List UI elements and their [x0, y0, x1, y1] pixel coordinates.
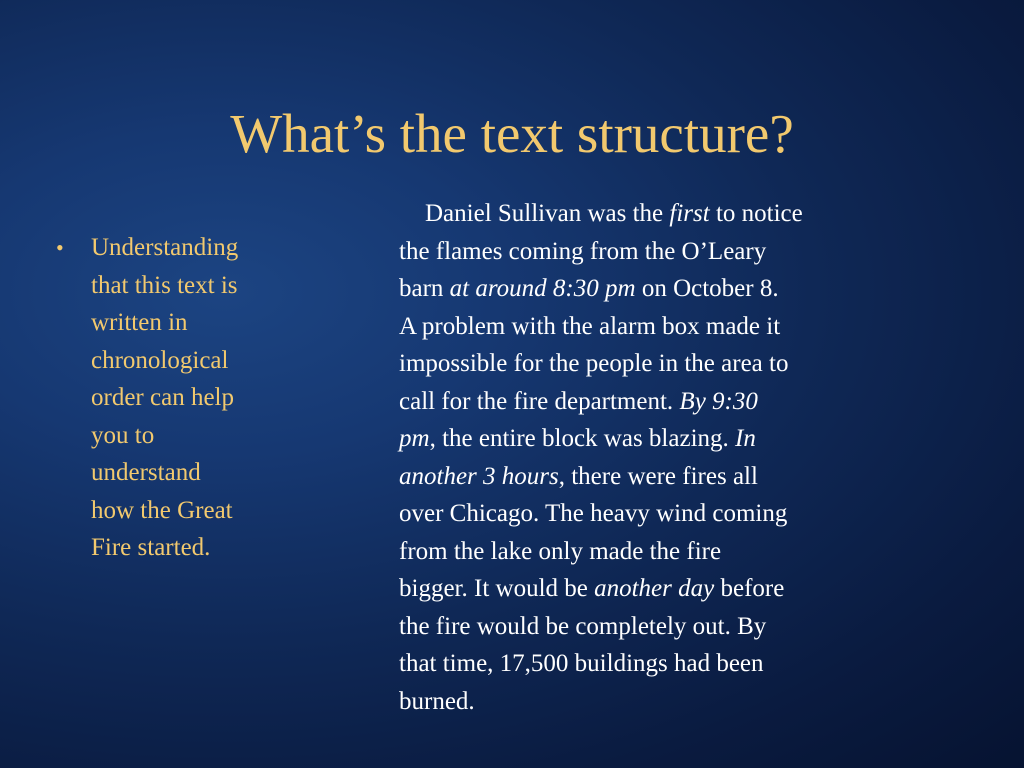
- bullet-line: how the Great: [91, 496, 233, 524]
- paragraph-line: that time, 17,500 buildings had been: [399, 650, 764, 677]
- bullet-line: understand: [91, 459, 201, 486]
- paragraph-line: the flames coming from the O’Leary: [399, 237, 767, 265]
- paragraph-line: over Chicago. The heavy wind coming: [399, 500, 788, 527]
- bullet-item: [56, 229, 328, 567]
- paragraph-line: [399, 458, 989, 496]
- paragraph-line: [399, 270, 989, 308]
- paragraph-emphasis: another 3 hours: [399, 462, 559, 490]
- paragraph-text: to notice: [709, 200, 803, 227]
- paragraph-line: A problem with the alarm box made it: [399, 312, 781, 340]
- paragraph-text: barn: [399, 275, 450, 302]
- bullet-list: [56, 229, 328, 567]
- paragraph-emphasis: another day: [594, 575, 715, 602]
- paragraph-line: [399, 195, 989, 233]
- paragraph-text: call for the fire department.: [399, 387, 680, 415]
- paragraph-text: , there were fires all: [558, 462, 758, 490]
- paragraph-emphasis: at around 8:30 pm: [449, 275, 636, 302]
- story-paragraph: [399, 195, 989, 720]
- paragraph-line: [399, 570, 989, 608]
- paragraph-emphasis: By 9:30: [679, 387, 758, 415]
- paragraph-emphasis: first: [669, 200, 710, 227]
- paragraph-line: burned.: [399, 687, 475, 715]
- paragraph-emphasis: pm: [399, 425, 430, 452]
- paragraph-text: Daniel Sullivan was the: [425, 200, 670, 227]
- bullet-line: that this text is: [91, 271, 238, 299]
- paragraph-line: [399, 420, 989, 458]
- slide-title: What’s the text structure?: [230, 103, 794, 164]
- paragraph-line: the fire would be completely out. By: [399, 612, 767, 640]
- paragraph-emphasis: In: [735, 425, 756, 452]
- bullet-text: [91, 229, 328, 567]
- paragraph-line: impossible for the people in the area to: [399, 350, 789, 377]
- bullet-line: Fire started.: [91, 534, 211, 561]
- bullet-line: order can help: [91, 384, 234, 411]
- paragraph-text: before: [714, 575, 785, 602]
- bullet-line: written in: [91, 309, 188, 336]
- bullet-line: Understanding: [91, 234, 239, 261]
- paragraph-text: on October 8.: [635, 275, 779, 302]
- bullet-line: you to: [91, 421, 155, 449]
- paragraph-text: , the entire block was blazing.: [429, 425, 736, 452]
- paragraph-line: from the lake only made the fire: [399, 537, 722, 565]
- bullet-line: chronological: [91, 346, 229, 374]
- bullet-marker: •: [56, 235, 64, 260]
- paragraph-line: [399, 383, 989, 421]
- paragraph-text: bigger. It would be: [399, 575, 595, 602]
